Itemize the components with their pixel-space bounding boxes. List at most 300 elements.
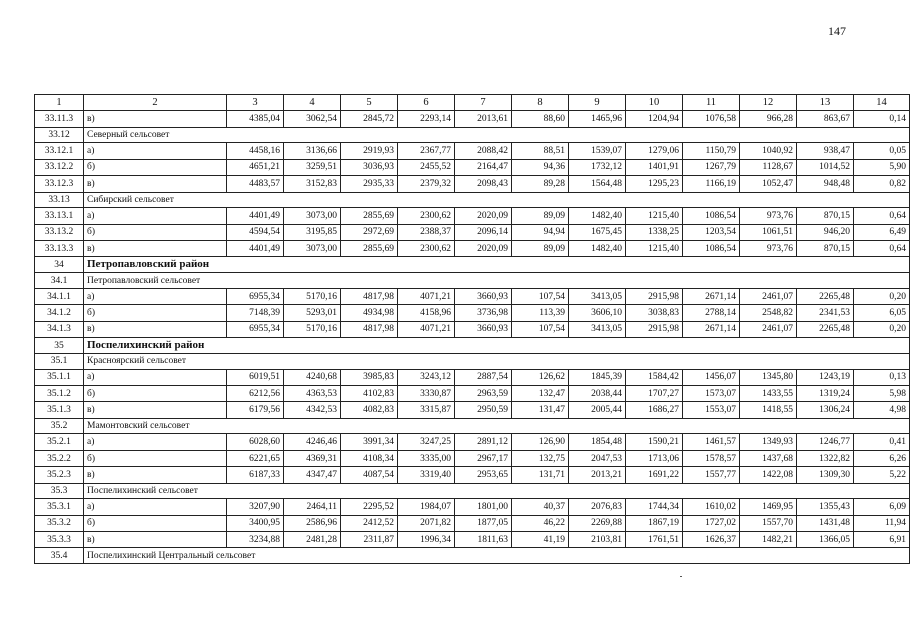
value-cell: 1984,07: [398, 499, 455, 515]
value-cell: 3062,54: [284, 111, 341, 127]
council-row: [35, 192, 910, 208]
value-cell: 3136,66: [284, 143, 341, 159]
row-variant: в): [84, 321, 227, 337]
value-cell: 6179,56: [227, 402, 284, 418]
value-cell: 131,71: [512, 467, 569, 483]
value-cell: 2950,59: [455, 402, 512, 418]
row-number: 35.1.3: [35, 402, 84, 418]
value-cell: 1732,12: [569, 159, 626, 175]
row-number: 33.12: [35, 127, 84, 143]
row-number: 33.12.3: [35, 176, 84, 192]
table-row: [35, 467, 910, 483]
value-cell: 1557,77: [683, 467, 740, 483]
value-cell: 4817,98: [341, 321, 398, 337]
value-cell: 1295,23: [626, 176, 683, 192]
council-title: Красноярский сельсовет: [87, 356, 187, 367]
value-cell: 107,54: [512, 288, 569, 304]
value-cell: 0,64: [854, 208, 910, 224]
value-cell: 2963,59: [455, 386, 512, 402]
row-variant: в): [84, 111, 227, 127]
value-cell: 3038,83: [626, 305, 683, 321]
value-cell: 1610,02: [683, 499, 740, 515]
value-cell: 1345,80: [740, 369, 797, 385]
council-name: [84, 418, 910, 434]
row-number: 35.2.1: [35, 434, 84, 450]
row-variant: в): [84, 531, 227, 547]
value-cell: 1590,21: [626, 434, 683, 450]
value-cell: 1557,70: [740, 515, 797, 531]
value-cell: 4158,96: [398, 305, 455, 321]
value-cell: 113,39: [512, 305, 569, 321]
district-title: Поспелихинский район: [87, 339, 205, 352]
value-cell: 0,20: [854, 288, 910, 304]
value-cell: 2972,69: [341, 224, 398, 240]
value-cell: 1564,48: [569, 176, 626, 192]
value-cell: 6187,33: [227, 467, 284, 483]
value-cell: 2096,14: [455, 224, 512, 240]
value-cell: 1801,00: [455, 499, 512, 515]
value-cell: 2671,14: [683, 321, 740, 337]
value-cell: 1279,06: [626, 143, 683, 159]
value-cell: 5170,16: [284, 288, 341, 304]
value-cell: 4347,47: [284, 467, 341, 483]
column-header: 12: [740, 95, 797, 111]
value-cell: 1422,08: [740, 467, 797, 483]
value-cell: 4651,21: [227, 159, 284, 175]
value-cell: 3036,93: [341, 159, 398, 175]
value-cell: 107,54: [512, 321, 569, 337]
row-number: 34.1.2: [35, 305, 84, 321]
value-cell: 3319,40: [398, 467, 455, 483]
value-cell: 1309,30: [797, 467, 854, 483]
row-number: 35.1.2: [35, 386, 84, 402]
value-cell: 1573,07: [683, 386, 740, 402]
value-cell: 1686,27: [626, 402, 683, 418]
council-name: [84, 192, 910, 208]
value-cell: 2388,37: [398, 224, 455, 240]
row-variant: б): [84, 450, 227, 466]
value-cell: 3736,98: [455, 305, 512, 321]
value-cell: 1437,68: [740, 450, 797, 466]
value-cell: 3413,05: [569, 288, 626, 304]
value-cell: 2379,32: [398, 176, 455, 192]
value-cell: 2845,72: [341, 111, 398, 127]
value-cell: 94,94: [512, 224, 569, 240]
value-cell: 1040,92: [740, 143, 797, 159]
value-cell: 1433,55: [740, 386, 797, 402]
value-cell: 0,13: [854, 369, 910, 385]
value-cell: 973,76: [740, 208, 797, 224]
value-cell: 131,47: [512, 402, 569, 418]
value-cell: 88,60: [512, 111, 569, 127]
value-cell: 1203,54: [683, 224, 740, 240]
value-cell: 2935,33: [341, 176, 398, 192]
value-cell: 6212,56: [227, 386, 284, 402]
table-row: [35, 240, 910, 256]
tariff-table: [34, 94, 910, 564]
row-number: 35.3.3: [35, 531, 84, 547]
value-cell: 2265,48: [797, 288, 854, 304]
value-cell: 2891,12: [455, 434, 512, 450]
value-cell: 4369,31: [284, 450, 341, 466]
value-cell: 2020,09: [455, 240, 512, 256]
column-header: 10: [626, 95, 683, 111]
row-number: 34.1: [35, 273, 84, 289]
value-cell: 1761,51: [626, 531, 683, 547]
value-cell: 40,37: [512, 499, 569, 515]
value-cell: 1707,27: [626, 386, 683, 402]
value-cell: 1877,05: [455, 515, 512, 531]
value-cell: 1584,42: [626, 369, 683, 385]
district-row: [35, 257, 910, 273]
table-row: [35, 176, 910, 192]
value-cell: 2038,44: [569, 386, 626, 402]
value-cell: 6955,34: [227, 321, 284, 337]
value-cell: 2915,98: [626, 321, 683, 337]
value-cell: 1166,19: [683, 176, 740, 192]
value-cell: 132,47: [512, 386, 569, 402]
table-row: [35, 111, 910, 127]
column-header: 6: [398, 95, 455, 111]
row-number: 33.12.1: [35, 143, 84, 159]
value-cell: 2967,17: [455, 450, 512, 466]
column-header: 8: [512, 95, 569, 111]
value-cell: 1366,05: [797, 531, 854, 547]
value-cell: 2088,42: [455, 143, 512, 159]
value-cell: 1456,07: [683, 369, 740, 385]
value-cell: 4401,49: [227, 240, 284, 256]
value-cell: 5170,16: [284, 321, 341, 337]
column-header: 4: [284, 95, 341, 111]
row-variant: б): [84, 386, 227, 402]
value-cell: 94,36: [512, 159, 569, 175]
value-cell: 3247,25: [398, 434, 455, 450]
value-cell: 2412,52: [341, 515, 398, 531]
value-cell: 4102,83: [341, 386, 398, 402]
value-cell: 1675,45: [569, 224, 626, 240]
value-cell: 2103,81: [569, 531, 626, 547]
row-number: 35.4: [35, 548, 84, 564]
row-number: 35: [35, 338, 84, 354]
value-cell: 6955,34: [227, 288, 284, 304]
value-cell: 1744,34: [626, 499, 683, 515]
value-cell: 6,05: [854, 305, 910, 321]
value-cell: 1482,40: [569, 240, 626, 256]
value-cell: 3606,10: [569, 305, 626, 321]
row-variant: б): [84, 159, 227, 175]
value-cell: 3315,87: [398, 402, 455, 418]
table-row: [35, 531, 910, 547]
council-row: [35, 273, 910, 289]
value-cell: 4246,46: [284, 434, 341, 450]
value-cell: 6,26: [854, 450, 910, 466]
value-cell: 3330,87: [398, 386, 455, 402]
value-cell: 4240,68: [284, 369, 341, 385]
council-name: [84, 548, 910, 564]
table-body: [35, 95, 910, 564]
value-cell: 6,09: [854, 499, 910, 515]
value-cell: 2020,09: [455, 208, 512, 224]
value-cell: 3243,12: [398, 369, 455, 385]
value-cell: 5,98: [854, 386, 910, 402]
value-cell: 870,15: [797, 240, 854, 256]
row-number: 33.13.3: [35, 240, 84, 256]
row-number: 34: [35, 257, 84, 273]
value-cell: 1553,07: [683, 402, 740, 418]
value-cell: 938,47: [797, 143, 854, 159]
row-number: 35.3: [35, 483, 84, 499]
value-cell: 2915,98: [626, 288, 683, 304]
value-cell: 966,28: [740, 111, 797, 127]
value-cell: 2269,88: [569, 515, 626, 531]
council-title: Сибирский сельсовет: [87, 194, 174, 205]
value-cell: 1461,57: [683, 434, 740, 450]
value-cell: 1401,91: [626, 159, 683, 175]
value-cell: 2295,52: [341, 499, 398, 515]
value-cell: 4108,34: [341, 450, 398, 466]
value-cell: 0,64: [854, 240, 910, 256]
council-title: Петропавловский сельсовет: [87, 275, 201, 286]
table-row: [35, 305, 910, 321]
value-cell: 1355,43: [797, 499, 854, 515]
value-cell: 1215,40: [626, 208, 683, 224]
value-cell: 3207,90: [227, 499, 284, 515]
value-cell: 1626,37: [683, 531, 740, 547]
row-number: 35.3.2: [35, 515, 84, 531]
council-title: Поспелихинский Центральный сельсовет: [87, 550, 256, 561]
row-number: 35.1.1: [35, 369, 84, 385]
council-row: [35, 548, 910, 564]
value-cell: 2855,69: [341, 208, 398, 224]
row-number: 35.3.1: [35, 499, 84, 515]
value-cell: 1243,19: [797, 369, 854, 385]
value-cell: 2098,43: [455, 176, 512, 192]
council-name: [84, 273, 910, 289]
district-name: [84, 257, 910, 273]
value-cell: 863,67: [797, 111, 854, 127]
value-cell: 1691,22: [626, 467, 683, 483]
column-header: 11: [683, 95, 740, 111]
value-cell: 3413,05: [569, 321, 626, 337]
table-row: [35, 369, 910, 385]
value-cell: 2548,82: [740, 305, 797, 321]
value-cell: 2953,65: [455, 467, 512, 483]
value-cell: 4817,98: [341, 288, 398, 304]
value-cell: 1086,54: [683, 240, 740, 256]
column-header: 14: [854, 95, 910, 111]
value-cell: 870,15: [797, 208, 854, 224]
value-cell: 0,05: [854, 143, 910, 159]
value-cell: 3660,93: [455, 321, 512, 337]
value-cell: 2919,93: [341, 143, 398, 159]
value-cell: 7148,39: [227, 305, 284, 321]
value-cell: 2013,21: [569, 467, 626, 483]
value-cell: 6,49: [854, 224, 910, 240]
value-cell: 4483,57: [227, 176, 284, 192]
value-cell: 973,76: [740, 240, 797, 256]
value-cell: 2855,69: [341, 240, 398, 256]
value-cell: 6019,51: [227, 369, 284, 385]
value-cell: 1482,40: [569, 208, 626, 224]
value-cell: 1539,07: [569, 143, 626, 159]
value-cell: 2464,11: [284, 499, 341, 515]
column-header: 9: [569, 95, 626, 111]
value-cell: 2586,96: [284, 515, 341, 531]
row-variant: в): [84, 402, 227, 418]
table-row: [35, 450, 910, 466]
value-cell: 2300,62: [398, 240, 455, 256]
value-cell: 2671,14: [683, 288, 740, 304]
page-number: 147: [828, 24, 846, 38]
value-cell: 1431,48: [797, 515, 854, 531]
row-variant: а): [84, 434, 227, 450]
value-cell: 1014,52: [797, 159, 854, 175]
value-cell: 1996,34: [398, 531, 455, 547]
row-number: 35.1: [35, 354, 84, 370]
value-cell: 1727,02: [683, 515, 740, 531]
value-cell: 1204,94: [626, 111, 683, 127]
value-cell: 1482,21: [740, 531, 797, 547]
value-cell: 41,19: [512, 531, 569, 547]
value-cell: 2311,87: [341, 531, 398, 547]
row-number: 35.2.3: [35, 467, 84, 483]
council-title: Мамонтовский сельсовет: [87, 421, 190, 432]
value-cell: 1867,19: [626, 515, 683, 531]
value-cell: 2047,53: [569, 450, 626, 466]
value-cell: 948,48: [797, 176, 854, 192]
value-cell: 4385,04: [227, 111, 284, 127]
value-cell: 1319,24: [797, 386, 854, 402]
column-header: 5: [341, 95, 398, 111]
value-cell: 3073,00: [284, 240, 341, 256]
table-row: [35, 434, 910, 450]
value-cell: 1469,95: [740, 499, 797, 515]
value-cell: 2481,28: [284, 531, 341, 547]
council-row: [35, 418, 910, 434]
column-header: 13: [797, 95, 854, 111]
value-cell: 4401,49: [227, 208, 284, 224]
value-cell: 3259,51: [284, 159, 341, 175]
value-cell: 1578,57: [683, 450, 740, 466]
value-cell: 946,20: [797, 224, 854, 240]
row-number: 34.1.1: [35, 288, 84, 304]
value-cell: 3152,83: [284, 176, 341, 192]
value-cell: 4594,54: [227, 224, 284, 240]
value-cell: 4342,53: [284, 402, 341, 418]
value-cell: 1052,47: [740, 176, 797, 192]
value-cell: 1246,77: [797, 434, 854, 450]
value-cell: 2300,62: [398, 208, 455, 224]
value-cell: 2293,14: [398, 111, 455, 127]
value-cell: 2887,54: [455, 369, 512, 385]
row-variant: а): [84, 288, 227, 304]
table-row: [35, 224, 910, 240]
value-cell: 3335,00: [398, 450, 455, 466]
value-cell: 2005,44: [569, 402, 626, 418]
council-row: [35, 483, 910, 499]
row-variant: в): [84, 240, 227, 256]
value-cell: 46,22: [512, 515, 569, 531]
value-cell: 126,90: [512, 434, 569, 450]
value-cell: 2013,61: [455, 111, 512, 127]
row-number: 33.13.1: [35, 208, 84, 224]
value-cell: 4082,83: [341, 402, 398, 418]
row-variant: а): [84, 369, 227, 385]
value-cell: 2367,77: [398, 143, 455, 159]
row-variant: б): [84, 305, 227, 321]
value-cell: 4071,21: [398, 321, 455, 337]
table-row: [35, 143, 910, 159]
column-header: 7: [455, 95, 512, 111]
value-cell: 1713,06: [626, 450, 683, 466]
value-cell: 2341,53: [797, 305, 854, 321]
row-variant: а): [84, 143, 227, 159]
value-cell: 1418,55: [740, 402, 797, 418]
value-cell: 2461,07: [740, 321, 797, 337]
value-cell: 4363,53: [284, 386, 341, 402]
value-cell: 1215,40: [626, 240, 683, 256]
value-cell: 2461,07: [740, 288, 797, 304]
value-cell: 1061,51: [740, 224, 797, 240]
value-cell: 1150,79: [683, 143, 740, 159]
row-variant: б): [84, 515, 227, 531]
column-header: 1: [35, 95, 84, 111]
value-cell: 1086,54: [683, 208, 740, 224]
row-variant: в): [84, 176, 227, 192]
value-cell: 2071,82: [398, 515, 455, 531]
column-header: 2: [84, 95, 227, 111]
value-cell: 6221,65: [227, 450, 284, 466]
value-cell: 1306,24: [797, 402, 854, 418]
district-name: [84, 338, 910, 354]
district-row: [35, 338, 910, 354]
council-title: Северный сельсовет: [87, 130, 170, 141]
column-header: 3: [227, 95, 284, 111]
value-cell: 2455,52: [398, 159, 455, 175]
council-row: [35, 354, 910, 370]
value-cell: 4458,16: [227, 143, 284, 159]
value-cell: 1322,82: [797, 450, 854, 466]
value-cell: 4,98: [854, 402, 910, 418]
table-row: [35, 386, 910, 402]
value-cell: 0,82: [854, 176, 910, 192]
value-cell: 1811,63: [455, 531, 512, 547]
row-number: 33.11.3: [35, 111, 84, 127]
value-cell: 3400,95: [227, 515, 284, 531]
row-number: 33.13.2: [35, 224, 84, 240]
value-cell: 1267,79: [683, 159, 740, 175]
value-cell: 4934,98: [341, 305, 398, 321]
council-row: [35, 127, 910, 143]
council-name: [84, 127, 910, 143]
value-cell: 3660,93: [455, 288, 512, 304]
row-variant: б): [84, 224, 227, 240]
value-cell: 88,51: [512, 143, 569, 159]
district-title: Петропавловский район: [87, 258, 210, 271]
table-row: [35, 402, 910, 418]
value-cell: 3991,34: [341, 434, 398, 450]
value-cell: 3195,85: [284, 224, 341, 240]
value-cell: 6,91: [854, 531, 910, 547]
value-cell: 2076,83: [569, 499, 626, 515]
value-cell: 5293,01: [284, 305, 341, 321]
value-cell: 3985,83: [341, 369, 398, 385]
table-row: [35, 288, 910, 304]
row-number: 35.2: [35, 418, 84, 434]
table-row: [35, 208, 910, 224]
value-cell: 5,22: [854, 467, 910, 483]
value-cell: 1854,48: [569, 434, 626, 450]
